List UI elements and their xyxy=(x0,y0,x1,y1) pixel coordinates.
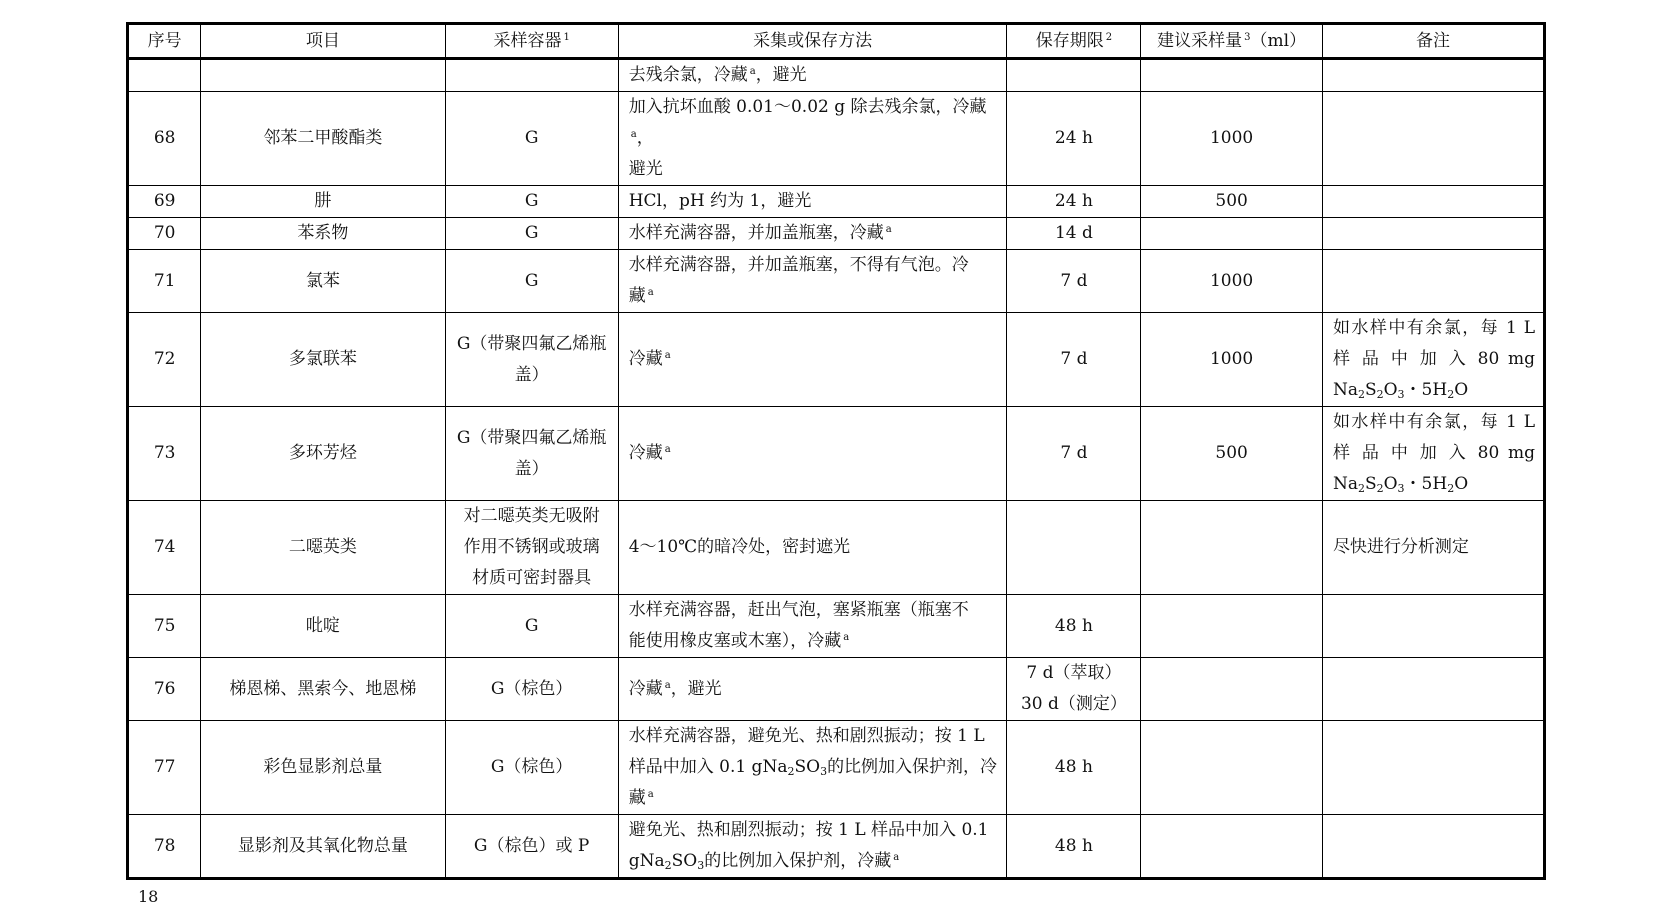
cell-period xyxy=(1007,501,1141,595)
column-header-label: 备注 xyxy=(1415,30,1450,51)
column-header xyxy=(1007,24,1141,59)
cell-item: 苯系物 xyxy=(201,218,445,250)
cell-number: 74 xyxy=(128,501,201,595)
cell-remark xyxy=(1322,218,1544,250)
method-line xyxy=(629,92,999,154)
cell-item: 氯苯 xyxy=(201,250,445,313)
formula-part: O xyxy=(1383,380,1398,400)
footnote-mark: a xyxy=(664,444,671,455)
footnote-mark: a xyxy=(630,129,637,140)
cell-number: 69 xyxy=(128,186,201,218)
formula-part: Na xyxy=(1332,474,1358,494)
cell-number: 75 xyxy=(128,595,201,658)
method-line xyxy=(629,218,999,249)
container-line: G（棕色） xyxy=(490,757,573,777)
container-line: G（棕色）或 P xyxy=(473,835,590,856)
cell-item: 多环芳烃 xyxy=(201,407,445,501)
formula-subscript: 2 xyxy=(787,765,795,778)
column-header xyxy=(201,24,445,59)
cell-volume: 1000 xyxy=(1141,92,1323,186)
cell-remark xyxy=(1322,186,1544,218)
column-header-label: 采集或保存方法 xyxy=(753,30,873,51)
cell-container xyxy=(445,92,618,186)
formula-part: Na xyxy=(1332,380,1358,400)
header-footnote-mark: 3 xyxy=(1244,31,1251,43)
method-line xyxy=(629,60,999,91)
period-line: 24 h xyxy=(1054,191,1093,211)
method-line xyxy=(629,344,999,375)
formula-subscript: 2 xyxy=(664,859,672,872)
cell-container xyxy=(445,186,618,218)
cell-method xyxy=(618,595,1007,658)
header-footnote-mark: 2 xyxy=(1105,31,1113,43)
method-line xyxy=(629,281,999,312)
column-header-label: 采样容器 xyxy=(493,30,562,51)
cell-container xyxy=(445,313,618,407)
cell-volume: 1000 xyxy=(1141,250,1323,313)
formula-part: O xyxy=(1454,474,1469,494)
formula-part: ・5H xyxy=(1404,380,1448,400)
container-line: G xyxy=(524,270,539,291)
cell-number: 68 xyxy=(128,92,201,186)
table-row xyxy=(128,595,1545,658)
method-text: 冷藏 xyxy=(628,443,663,463)
formula-subscript: 2 xyxy=(1376,388,1384,401)
column-header xyxy=(445,24,618,59)
method-line xyxy=(629,186,999,217)
container-line: 盖） xyxy=(514,458,549,479)
cell-number: 71 xyxy=(128,250,201,313)
formula-subscript: 3 xyxy=(697,859,705,872)
cell-period xyxy=(1007,407,1141,501)
cell-volume xyxy=(1141,815,1323,879)
method-text: ，避光 xyxy=(670,678,722,699)
remark-line: 尽快进行分析测定 xyxy=(1332,537,1469,557)
method-line xyxy=(629,674,999,705)
period-line: 24 h xyxy=(1054,128,1093,148)
formula-part: S xyxy=(1364,474,1377,494)
cell-method xyxy=(618,407,1007,501)
method-text: 的比例加入保护剂，冷 xyxy=(827,757,998,777)
formula-subscript: 2 xyxy=(1357,388,1365,401)
cell-container xyxy=(445,595,618,658)
remark-formula xyxy=(1333,375,1535,406)
formula-subscript: 2 xyxy=(1376,482,1384,495)
cell-number: 70 xyxy=(128,218,201,250)
cell-method xyxy=(618,815,1007,879)
cell-item: 多氯联苯 xyxy=(201,313,445,407)
cell-item: 邻苯二甲酸酯类 xyxy=(201,92,445,186)
footnote-mark: a xyxy=(885,224,892,235)
cell-item: 梯恩梯、黑索今、地恩梯 xyxy=(201,658,445,721)
footnote-mark: a xyxy=(749,66,756,77)
page-number: 18 xyxy=(138,887,159,906)
cell-container xyxy=(445,815,618,879)
cell-item: 彩色显影剂总量 xyxy=(201,721,445,815)
method-line xyxy=(629,154,999,185)
remark-formula xyxy=(1333,469,1535,500)
formula-subscript: 2 xyxy=(1447,482,1455,495)
cell-volume xyxy=(1141,59,1323,92)
table-body xyxy=(128,59,1545,879)
method-text: 4～10℃的暗冷处，密封遮光 xyxy=(628,537,851,557)
header-footnote-mark: 1 xyxy=(563,31,570,43)
cell-volume: 500 xyxy=(1141,186,1323,218)
method-text: 避光 xyxy=(628,159,663,179)
period-line: 7 d xyxy=(1060,349,1088,369)
footnote-mark: a xyxy=(843,632,850,643)
formula-part: O xyxy=(1383,474,1398,494)
formula-part: S xyxy=(1364,380,1377,400)
cell-volume: 500 xyxy=(1141,407,1323,501)
formula-subscript: 2 xyxy=(1357,482,1365,495)
method-line xyxy=(629,721,999,752)
method-text: 水样充满容器，并加盖瓶塞，不得有气泡。冷 xyxy=(628,255,969,275)
cell-period xyxy=(1007,313,1141,407)
method-line xyxy=(629,846,999,877)
cell-method xyxy=(618,501,1007,595)
cell-container xyxy=(445,721,618,815)
column-header-label: 建议采样量 xyxy=(1157,30,1243,51)
method-line xyxy=(629,626,999,657)
cell-item: 吡啶 xyxy=(201,595,445,658)
column-header-label: 保存期限 xyxy=(1035,30,1104,51)
cell-method xyxy=(618,250,1007,313)
remark-line: 如水样中有余氯，每 1 L xyxy=(1332,412,1535,432)
container-line: G xyxy=(524,191,539,211)
cell-period xyxy=(1007,658,1141,721)
column-header-unit: （ml） xyxy=(1250,30,1307,51)
remark-line: 样 品 中 加 入 80 mg xyxy=(1332,443,1535,463)
cell-method xyxy=(618,186,1007,218)
cell-period xyxy=(1007,59,1141,92)
column-header xyxy=(1322,24,1544,59)
footnote-mark: a xyxy=(664,350,671,361)
footnote-mark: a xyxy=(664,679,671,691)
period-line: 7 d xyxy=(1060,270,1088,291)
method-line xyxy=(629,532,999,563)
header-row xyxy=(128,24,1545,59)
cell-remark xyxy=(1322,92,1544,186)
method-text: 水样充满容器，避免光、热和剧烈振动；按 1 L xyxy=(628,726,985,746)
formula-subscript: 3 xyxy=(820,765,828,778)
method-text: 能使用橡皮塞或木塞），冷藏 xyxy=(628,631,842,651)
method-text: ，避光 xyxy=(755,65,807,85)
period-line: 14 d xyxy=(1054,223,1093,243)
container-line: G（带聚四氟乙烯瓶 xyxy=(456,333,607,354)
cell-remark xyxy=(1322,595,1544,658)
cell-container xyxy=(445,501,618,595)
cell-volume xyxy=(1141,658,1323,721)
period-line: 7 d xyxy=(1060,443,1088,463)
formula-part: SO xyxy=(794,757,821,777)
footnote-mark: a xyxy=(647,287,654,298)
cell-remark xyxy=(1322,721,1544,815)
cell-container xyxy=(445,59,618,92)
cell-volume xyxy=(1141,218,1323,250)
table-row xyxy=(128,658,1545,721)
formula-part: ・5H xyxy=(1404,474,1448,494)
cell-period xyxy=(1007,92,1141,186)
cell-volume xyxy=(1141,501,1323,595)
cell-number: 72 xyxy=(128,313,201,407)
method-line xyxy=(629,595,999,626)
formula-subscript: 2 xyxy=(1447,388,1455,401)
remark-line: 样 品 中 加 入 80 mg xyxy=(1332,349,1535,369)
cell-container xyxy=(445,407,618,501)
table-row xyxy=(128,218,1545,250)
cell-volume: 1000 xyxy=(1141,313,1323,407)
cell-number xyxy=(128,59,201,92)
cell-method xyxy=(618,218,1007,250)
method-text: gNa xyxy=(628,851,665,871)
container-line: 盖） xyxy=(514,364,549,385)
column-header-label: 序号 xyxy=(147,30,182,51)
container-line: G（带聚四氟乙烯瓶 xyxy=(456,427,607,448)
method-text: 的比例加入保护剂，冷藏 xyxy=(704,851,892,871)
table-row xyxy=(128,186,1545,218)
method-text: ， xyxy=(636,128,654,148)
cell-remark xyxy=(1322,407,1544,501)
footnote-mark: a xyxy=(647,789,654,800)
container-line: G xyxy=(524,128,539,148)
cell-remark xyxy=(1322,59,1544,92)
cell-remark xyxy=(1322,313,1544,407)
table-row xyxy=(128,721,1545,815)
method-text: 冷藏 xyxy=(628,349,663,369)
period-line: 30 d（测定） xyxy=(1020,694,1127,714)
cell-remark xyxy=(1322,501,1544,595)
formula-subscript: 3 xyxy=(1397,388,1405,401)
period-line: 48 h xyxy=(1054,615,1093,636)
cell-period xyxy=(1007,815,1141,879)
cell-method xyxy=(618,313,1007,407)
container-line: 作用不锈钢或玻璃 xyxy=(463,537,600,557)
table-row xyxy=(128,501,1545,595)
column-header xyxy=(1141,24,1323,59)
container-line: G xyxy=(524,615,539,636)
formula-subscript: 3 xyxy=(1397,482,1405,495)
period-line: 48 h xyxy=(1054,757,1093,777)
cell-remark xyxy=(1322,658,1544,721)
method-text: HCl，pH 约为 1，避光 xyxy=(628,191,812,211)
method-text: 冷藏 xyxy=(628,678,663,699)
method-line xyxy=(629,815,999,846)
method-line xyxy=(629,752,999,783)
column-header xyxy=(618,24,1007,59)
method-text: 藏 xyxy=(628,788,646,808)
column-header-label: 项目 xyxy=(305,30,340,51)
method-text: 样品中加入 0.1 gNa xyxy=(628,757,788,777)
table-row xyxy=(128,407,1545,501)
method-text: 水样充满容器，赶出气泡，塞紧瓶塞（瓶塞不 xyxy=(628,600,969,620)
cell-item: 显影剂及其氧化物总量 xyxy=(201,815,445,879)
method-text: 加入抗坏血酸 0.01～0.02 g 除去残余氯，冷藏 xyxy=(628,97,987,117)
cell-volume xyxy=(1141,595,1323,658)
cell-remark xyxy=(1322,250,1544,313)
cell-number: 77 xyxy=(128,721,201,815)
cell-container xyxy=(445,250,618,313)
cell-period xyxy=(1007,186,1141,218)
table-row xyxy=(128,250,1545,313)
container-line: 材质可密封器具 xyxy=(472,568,592,588)
cell-number: 73 xyxy=(128,407,201,501)
document-page xyxy=(126,22,1546,880)
remark-line: 如水样中有余氯，每 1 L xyxy=(1332,318,1535,338)
period-line: 48 h xyxy=(1054,835,1093,856)
method-text: 去残余氯，冷藏 xyxy=(628,65,748,85)
container-line: 对二噁英类无吸附 xyxy=(463,506,600,526)
cell-number: 76 xyxy=(128,658,201,721)
formula-part: SO xyxy=(671,851,698,871)
cell-period xyxy=(1007,250,1141,313)
cell-remark xyxy=(1322,815,1544,879)
container-line: G xyxy=(524,223,539,243)
period-line: 7 d（萃取） xyxy=(1026,663,1122,683)
cell-item: 二噁英类 xyxy=(201,501,445,595)
cell-number: 78 xyxy=(128,815,201,879)
cell-container xyxy=(445,658,618,721)
method-line xyxy=(629,438,999,469)
cell-item: 肼 xyxy=(201,186,445,218)
method-text: 藏 xyxy=(628,286,646,306)
table-row xyxy=(128,92,1545,186)
table-row xyxy=(128,815,1545,879)
cell-period xyxy=(1007,721,1141,815)
cell-method xyxy=(618,59,1007,92)
cell-method xyxy=(618,658,1007,721)
method-text: 避免光、热和剧烈振动；按 1 L 样品中加入 0.1 xyxy=(628,820,989,840)
table-row xyxy=(128,313,1545,407)
method-text: 水样充满容器，并加盖瓶塞，冷藏 xyxy=(628,223,884,243)
cell-method xyxy=(618,721,1007,815)
cell-volume xyxy=(1141,721,1323,815)
method-line xyxy=(629,783,999,814)
formula-part: O xyxy=(1454,380,1469,400)
sampling-table xyxy=(126,22,1546,880)
container-line: G（棕色） xyxy=(490,678,573,699)
cell-item xyxy=(201,59,445,92)
method-line xyxy=(629,250,999,281)
cell-container xyxy=(445,218,618,250)
cell-method xyxy=(618,92,1007,186)
table-row xyxy=(128,59,1545,92)
column-header xyxy=(128,24,201,59)
cell-period xyxy=(1007,218,1141,250)
footnote-mark: a xyxy=(893,852,900,863)
cell-period xyxy=(1007,595,1141,658)
